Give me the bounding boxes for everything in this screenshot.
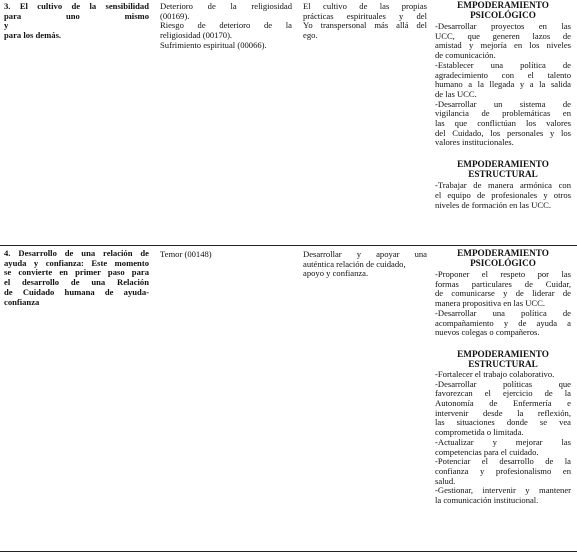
row2-diagnosis-cell: [160, 250, 292, 260]
row1-strategy-cell: [435, 0, 571, 210]
strategy-line: comprometida o limitada.: [435, 427, 524, 438]
row1-diagnosis-line: religiosidad (00170).: [160, 30, 233, 41]
heading-line: ESTRUCTURAL: [468, 358, 538, 369]
strategy-line: competencias para el cuidado.: [435, 446, 539, 457]
row1-moment-line: 3. El cultivo de la sensibilidad: [4, 1, 149, 11]
row2-moment-line: ayuda y confianza: Este momento: [4, 257, 149, 268]
strategy-line: intervenir desde la reflexión,: [435, 407, 571, 418]
row2-goal-line: apoyo y confianza.: [303, 268, 369, 279]
strategy-line: acompañamiento y de ayuda a: [435, 317, 571, 328]
strategy-line: nuevos colegas o compañeros.: [435, 327, 540, 338]
strategy-line: agradecimiento con el talento: [435, 69, 571, 80]
strategy-line: -Actualizar y mejorar las: [435, 436, 571, 447]
strategy-line: el equipo de profesionales y otros: [435, 189, 571, 200]
row2-moment-line: de Cuidado humana de ayuda-: [4, 286, 149, 297]
strategy-line: -Establecer una política de: [435, 59, 571, 70]
row1-diagnosis-line: (00169).: [160, 10, 190, 21]
strategy-line: de comunicación.: [435, 50, 496, 61]
strategy-line: -Desarrollar una política de: [435, 307, 571, 318]
row1-goal-line: ego.: [303, 30, 318, 41]
strategy-line: UCC, que generen lazos de: [435, 30, 571, 41]
row1-diagnosis-line: Sufrimiento espiritual (00066).: [160, 39, 267, 50]
strategy-line: amistad y mejoría en los niveles: [435, 40, 571, 51]
strategy-line: manera propositiva en las UCC.: [435, 298, 546, 309]
row2-goal-line: Desarrollar y apoyar una: [303, 249, 427, 259]
heading-line: EMPODERAMIENTO: [457, 0, 549, 10]
row2-structural-list: [435, 370, 571, 506]
heading-line: ESTRUCTURAL: [468, 169, 538, 180]
row2-strategy-cell: [435, 248, 571, 506]
row2-goal-line: auténtica relación de cuidado,: [303, 258, 406, 269]
strategy-line: -Desarrollar un sistema de: [435, 98, 571, 109]
row2-psychological-heading: [435, 248, 571, 268]
row-divider: [0, 245, 577, 246]
heading-line: PSICOLÓGICO: [470, 10, 536, 20]
strategy-line: humano a la llegada y a la salida: [435, 79, 571, 90]
row1-psychological-heading: [435, 0, 571, 20]
heading-line: EMPODERAMIENTO: [457, 159, 549, 170]
strategy-line: -Potenciar el desarrollo de la: [435, 456, 571, 467]
strategy-line: -Trabajar de manera armónica con: [435, 180, 571, 191]
table-bottom-border: [0, 551, 577, 552]
strategy-line: vigilancia de problemáticas en: [435, 108, 571, 119]
strategy-line: Autonomía de Enfermería e: [435, 398, 571, 409]
heading-line: PSICOLÓGICO: [470, 258, 536, 268]
row1-goal-line: Yo transpersonal más allá del: [303, 20, 427, 31]
row2-moment-line: confianza: [4, 296, 40, 307]
row1-structural-list: [435, 181, 571, 210]
row1-moment-cell: [4, 2, 149, 41]
row1-structural-heading: [435, 159, 571, 179]
row2-moment-line: el desarrollo de una Relación: [4, 277, 149, 288]
row1-psychological-list: [435, 22, 571, 148]
strategy-line: la comunicación institucional.: [435, 495, 539, 506]
row1-diagnosis-cell: [160, 2, 292, 51]
strategy-line: -Proponer el respeto por las: [435, 269, 571, 279]
strategy-line: -Desarrollar proyectos en las: [435, 21, 571, 31]
strategy-line: formas particulares de Cuidar,: [435, 278, 571, 289]
row1-moment-line: para los demás.: [4, 30, 62, 41]
heading-line: EMPODERAMIENTO: [457, 248, 549, 258]
row2-psychological-list: [435, 270, 571, 338]
row2-goal-cell: [303, 250, 427, 279]
row2-diagnosis-line: Temor (00148): [160, 249, 212, 259]
row1-diagnosis-line: Deterioro de la religiosidad: [160, 1, 292, 11]
row1-goal-line: El cultivo de las propias: [303, 1, 427, 11]
row2-structural-heading: [435, 349, 571, 369]
strategy-line: favorezcan el ejercicio de la: [435, 388, 571, 399]
strategy-line: confianza y profesionalismo en: [435, 465, 571, 476]
strategy-line: salud.: [435, 475, 456, 486]
row1-goal-line: prácticas espirituales y del: [303, 10, 427, 21]
strategy-line: las que conflictúan los valores: [435, 118, 571, 129]
strategy-line: niveles de formación en las UCC.: [435, 199, 551, 210]
strategy-line: de comunicarse y de liderar de: [435, 288, 571, 299]
strategy-line: -Gestionar, intervenir y mantener: [435, 485, 571, 496]
row1-diagnosis-line: Riesgo de deterioro de la: [160, 20, 292, 31]
strategy-line: de las UCC.: [435, 88, 477, 99]
row2-moment-line: se convierte en primer paso para: [4, 267, 149, 278]
strategy-line: del Cuidado, los personales y los: [435, 127, 571, 138]
row1-moment-line: para uno mismo y: [4, 10, 149, 31]
row1-goal-cell: [303, 2, 427, 41]
strategy-line: -Fortalecer el trabajo colaborativo.: [435, 368, 555, 379]
row2-moment-cell: [4, 249, 149, 307]
heading-line: EMPODERAMIENTO: [457, 348, 549, 359]
strategy-line: valores institucionales.: [435, 137, 514, 148]
row2-moment-line: 4. Desarrollo de una relación de: [4, 248, 149, 258]
strategy-line: -Desarrollar políticas que: [435, 378, 571, 389]
strategy-line: las situaciones donde se vea: [435, 417, 571, 428]
